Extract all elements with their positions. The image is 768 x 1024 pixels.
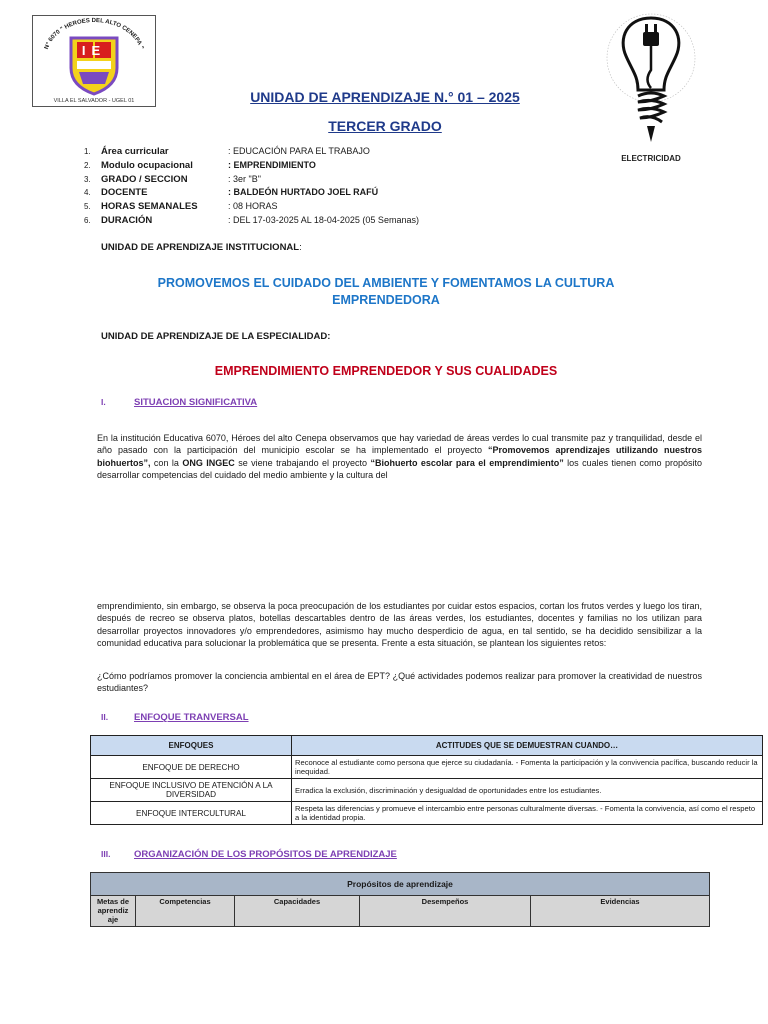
actitud-cell: Respeta las diferencias y promueve el intercambio entre personas culturalmente diversas. - Fomenta la convivencia, así como el respeto a la identidad propia. — [292, 802, 763, 825]
column-header: ACTITUDES QUE SE DEMUESTRAN CUANDO… — [292, 736, 763, 756]
institutional-unit-label: UNIDAD DE APRENDIZAJE INSTITUCIONAL: — [101, 242, 302, 253]
specialty-unit-title: EMPRENDIMIENTO EMPRENDEDOR Y SUS CUALIDADES — [214, 364, 558, 378]
section-title: ORGANIZACIÓN DE LOS PROPÓSITOS DE APRENDIZAJE — [134, 849, 397, 860]
info-value: : DEL 17-03-2025 AL 18-04-2025 (05 Semanas) — [228, 214, 419, 225]
table-row — [91, 756, 763, 779]
info-value: : EDUCACIÓN PARA EL TRABAJO — [228, 146, 370, 156]
document-title: UNIDAD DE APRENDIZAJE N.° 01 – 2025 — [250, 89, 520, 105]
item-number: 6. — [84, 215, 91, 225]
actitud-cell: Reconoce al estudiante como persona que ejerce su ciudadanía. - Fomenta la participación y la convivencia pacífica, buscando reducir la inequidad. — [292, 756, 763, 779]
info-row — [84, 214, 504, 228]
table-row — [91, 779, 763, 802]
situation-paragraph — [97, 432, 702, 481]
enfoque-table — [90, 735, 763, 825]
column-header: Competencias — [136, 896, 235, 927]
section-title: SITUACION SIGNIFICATIVA — [134, 397, 258, 408]
info-label: DOCENTE — [101, 187, 148, 199]
specialty-unit-label: UNIDAD DE APRENDIZAJE DE LA ESPECIALIDAD: — [101, 331, 331, 342]
logo-right-caption: ELECTRICIDAD — [621, 154, 681, 163]
table-title-row — [91, 873, 710, 896]
logo-letters: IE — [81, 43, 107, 58]
item-number: 1. — [84, 147, 91, 156]
institutional-unit-label-text: UNIDAD DE APRENDIZAJE INSTITUCIONAL — [101, 242, 300, 253]
column-header: Evidencias — [531, 896, 710, 927]
info-value: : 08 HORAS — [228, 201, 278, 212]
info-value: : BALDEÓN HURTADO JOEL RAFÚ — [228, 187, 379, 198]
actitud-cell: Erradica la exclusión, discriminación y desigualdad de oportunidades entre los estudiantes. — [292, 779, 763, 802]
section-heading-situacion — [101, 397, 257, 408]
info-row — [84, 186, 504, 200]
electricity-logo — [600, 10, 702, 166]
enfoque-cell: ENFOQUE INCLUSIVO DE ATENCIÓN A LA DIVERSIDAD — [91, 779, 292, 802]
info-label: HORAS SEMANALES — [101, 201, 198, 213]
section-heading-propositos — [101, 849, 397, 860]
enfoque-cell: ENFOQUE DE DERECHO — [91, 756, 292, 779]
paragraph-text: con la — [150, 457, 183, 468]
challenge-questions: ¿Cómo podríamos promover la conciencia ambiental en el área de EPT? ¿Qué actividades podemos realizar para promover la creatividad de nuestros estudiantes? — [97, 671, 702, 694]
table-header-row — [91, 896, 710, 927]
institutional-unit-title: PROMOVEMOS EL CUIDADO DEL AMBIENTE Y FOMENTAMOS LA CULTURA EMPRENDEDORA — [157, 276, 615, 307]
column-header: Capacidades — [235, 896, 360, 927]
column-header: Desempeños — [360, 896, 531, 927]
table-row — [91, 802, 763, 825]
situation-paragraph-continued: emprendimiento, sin embargo, se observa la poca preocupación de los estudiantes por cuidar estos espacios, cortan los frutos verdes y luego los tiran, después de recreo se observa platos, botellas descartables dentro de las áreas verdes, los estudiantes, docentes y familias no los utilizan para desarrollar proyectos innovadores y/o emprendedores, asimismo hay mucho desperdicio de agua, en tal sentido, se ha decidido sensibilizar a la comunidad educativa para solucionar la problemática que se presenta. Frente a esta situación, se plantean los siguientes retos: — [97, 601, 702, 648]
info-row — [84, 145, 504, 159]
info-label: Modulo ocupacional — [101, 159, 193, 171]
school-logo — [32, 15, 156, 107]
paragraph-text: En la institución Educativa 6070, Héroes del alto Cenepa observamos que hay variedad de áreas verdes lo cual transmite paz y tranquilidad, desde el año pasado con la participación del municipio escolar se ha implementado el proyecto — [97, 433, 702, 456]
table-header-row — [91, 736, 763, 756]
table-title: Propósitos de aprendizaje — [91, 873, 710, 896]
section-heading-enfoque — [101, 712, 249, 723]
info-value: : 3er "B" — [228, 173, 261, 184]
item-number: 4. — [84, 188, 91, 198]
item-number: 3. — [84, 174, 91, 184]
ngo-name: ONG INGEC — [182, 457, 235, 468]
info-label: DURACIÓN — [101, 214, 153, 226]
info-row — [84, 200, 504, 214]
info-row — [84, 173, 504, 187]
section-number: I. — [101, 397, 106, 407]
column-header: Metas de aprendiz aje — [91, 896, 136, 927]
item-number: 2. — [84, 160, 91, 170]
document-subtitle: TERCER GRADO — [328, 118, 442, 134]
general-data-list — [84, 145, 504, 228]
project-name: “Promovemos aprendizajes utilizando nuestros biohuertos”, — [97, 445, 702, 468]
enfoque-cell: ENFOQUE INTERCULTURAL — [91, 802, 292, 825]
info-label: GRADO / SECCION — [101, 173, 188, 185]
logo-arc-text: N° 6070 " HEROES DEL ALTO CENEPA " — [43, 17, 145, 51]
column-header: ENFOQUES — [91, 736, 292, 756]
item-number: 5. — [84, 202, 91, 212]
info-row — [84, 159, 504, 173]
paragraph-text: se viene trabajando el proyecto — [234, 457, 371, 468]
paragraph-text: los cuales tienen como propósito desarrollar competencias del cuidado del medio ambiente y la cultura del — [97, 457, 702, 480]
purposes-table — [90, 872, 710, 927]
section-number: III. — [101, 849, 111, 859]
section-title: ENFOQUE TRANVERSAL — [134, 712, 249, 723]
section-number: II. — [101, 712, 109, 722]
info-label: Área curricular — [101, 146, 169, 157]
project-name: “Biohuerto escolar para el emprendimiento” — [370, 457, 564, 468]
light-bulb-icon — [600, 10, 702, 152]
info-value: : EMPRENDIMIENTO — [228, 159, 316, 170]
logo-caption: VILLA EL SALVADOR - UGEL 01 — [53, 98, 135, 104]
school-crest-icon — [33, 16, 155, 98]
